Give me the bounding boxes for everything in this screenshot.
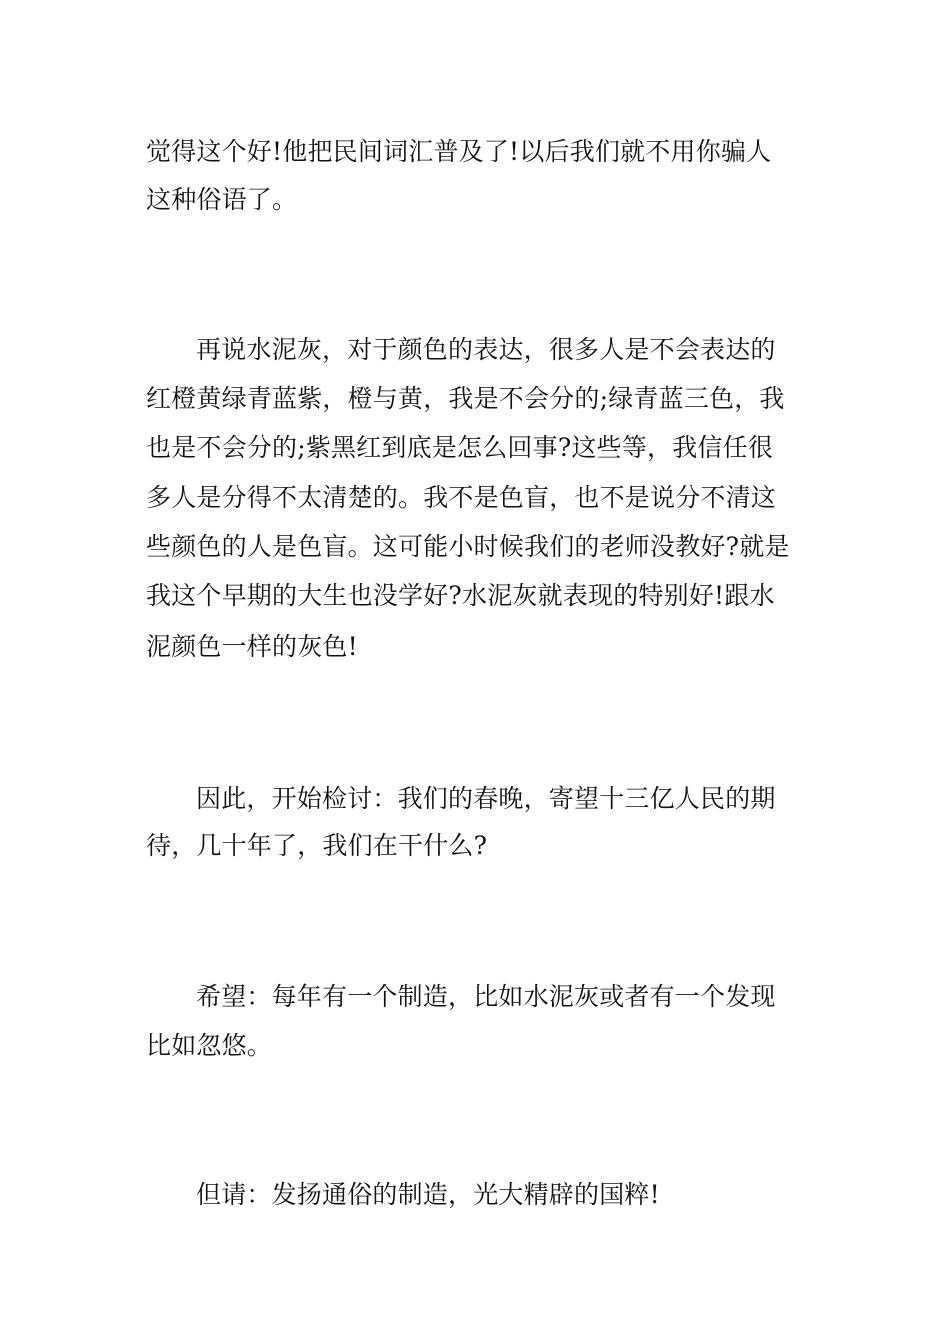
paragraph-4-line-2: 比如忽悠。 [146, 1031, 273, 1060]
paragraph-5-line-1: 但请：发扬通俗的制造，光大精辟的国粹! [196, 1180, 660, 1209]
paragraph-3-line-1: 因此，开始检讨：我们的春晚，寄望十三亿人民的期 [196, 784, 776, 813]
paragraph-2-line-7: 泥颜色一样的灰色! [146, 632, 358, 661]
paragraph-2-line-3: 也是不会分的;紫黑红到底是怎么回事?这些等，我信任很 [146, 433, 774, 462]
paragraph-2-line-4: 多人是分得不太清楚的。我不是色盲，也不是说分不清这 [146, 483, 777, 512]
paragraph-2-line-1: 再说水泥灰，对于颜色的表达，很多人是不会表达的 [196, 335, 776, 364]
paragraph-2-line-2: 红橙黄绿青蓝紫，橙与黄，我是不会分的;绿青蓝三色，我 [146, 384, 785, 413]
paragraph-2-line-5: 些颜色的人是色盲。这可能小时候我们的老师没教好?就是 [146, 532, 790, 561]
paragraph-2-line-6: 我这个早期的大生也没学好?水泥灰就表现的特别好!跟水 [146, 581, 775, 610]
paragraph-1-line-2: 这种俗语了。 [146, 185, 298, 214]
paragraph-3-line-2: 待，几十年了，我们在干什么? [146, 831, 488, 860]
paragraph-4-line-1: 希望：每年有一个制造，比如水泥灰或者有一个发现 [196, 982, 776, 1011]
paragraph-1-line-1: 觉得这个好!他把民间词汇普及了!以后我们就不用你骗人 [146, 137, 772, 166]
